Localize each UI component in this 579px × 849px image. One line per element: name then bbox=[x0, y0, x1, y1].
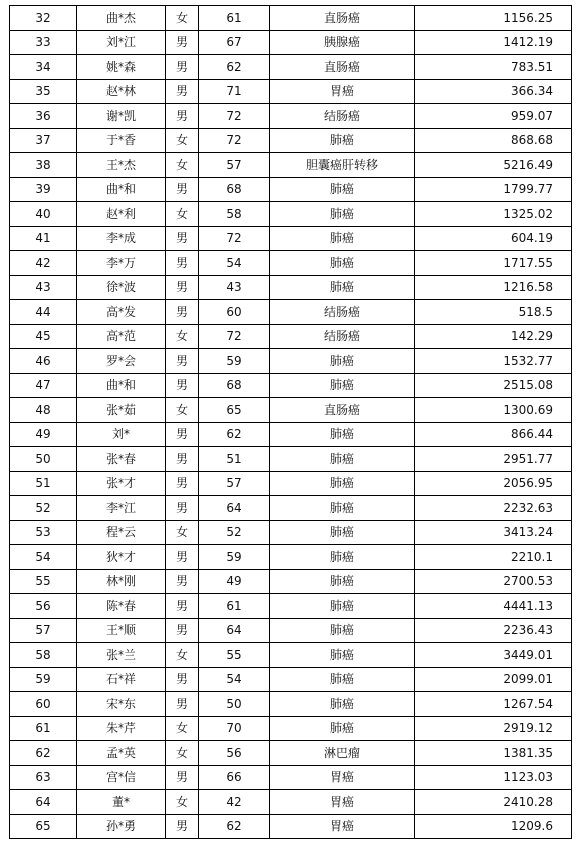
patient-name-cell: 朱*芹 bbox=[77, 716, 166, 741]
age-cell: 58 bbox=[199, 202, 270, 227]
patient-name-cell: 石*祥 bbox=[77, 667, 166, 692]
table-row bbox=[10, 790, 572, 815]
patient-name-cell: 孙*勇 bbox=[77, 814, 166, 839]
table-row bbox=[10, 692, 572, 717]
amount-value: 1532.77 bbox=[503, 353, 553, 368]
row-number-cell: 53 bbox=[10, 520, 77, 545]
patient-name-cell: 王*顺 bbox=[77, 618, 166, 643]
table-row bbox=[10, 324, 572, 349]
diagnosis-cell: 肺癌 bbox=[270, 251, 415, 276]
amount-cell bbox=[415, 569, 572, 594]
amount-value: 1300.69 bbox=[503, 402, 553, 417]
amount-value: 1209.6 bbox=[511, 819, 553, 834]
age-cell: 56 bbox=[199, 741, 270, 766]
row-number-cell: 47 bbox=[10, 373, 77, 398]
amount-value: 5216.49 bbox=[503, 157, 553, 172]
amount-value: 1123.03 bbox=[503, 770, 553, 785]
amount-value: 1717.55 bbox=[503, 255, 553, 270]
age-cell: 43 bbox=[199, 275, 270, 300]
table-row bbox=[10, 667, 572, 692]
age-cell: 57 bbox=[199, 471, 270, 496]
table-row bbox=[10, 398, 572, 423]
amount-value: 959.07 bbox=[511, 108, 553, 123]
diagnosis-cell: 胃癌 bbox=[270, 765, 415, 790]
diagnosis-cell: 胆囊癌肝转移 bbox=[270, 153, 415, 178]
patient-name-cell: 姚*森 bbox=[77, 55, 166, 80]
sex-cell: 男 bbox=[166, 765, 199, 790]
amount-cell bbox=[415, 692, 572, 717]
amount-cell bbox=[415, 594, 572, 619]
patient-name-cell: 高*发 bbox=[77, 300, 166, 325]
age-cell: 72 bbox=[199, 128, 270, 153]
table-row bbox=[10, 153, 572, 178]
amount-cell bbox=[415, 30, 572, 55]
row-number-cell: 37 bbox=[10, 128, 77, 153]
row-number-cell: 50 bbox=[10, 447, 77, 472]
amount-value: 1325.02 bbox=[503, 206, 553, 221]
diagnosis-cell: 肺癌 bbox=[270, 545, 415, 570]
age-cell: 62 bbox=[199, 814, 270, 839]
table-row bbox=[10, 643, 572, 668]
diagnosis-cell: 肺癌 bbox=[270, 643, 415, 668]
row-number-cell: 61 bbox=[10, 716, 77, 741]
amount-value: 2951.77 bbox=[503, 451, 553, 466]
sex-cell: 女 bbox=[166, 643, 199, 668]
diagnosis-cell: 肺癌 bbox=[270, 447, 415, 472]
table-row bbox=[10, 765, 572, 790]
sex-cell: 男 bbox=[166, 569, 199, 594]
age-cell: 52 bbox=[199, 520, 270, 545]
patient-name-cell: 张*茹 bbox=[77, 398, 166, 423]
table-row bbox=[10, 471, 572, 496]
amount-value: 366.34 bbox=[511, 84, 553, 99]
amount-cell bbox=[415, 545, 572, 570]
patient-name-cell: 狄*才 bbox=[77, 545, 166, 570]
amount-value: 866.44 bbox=[511, 427, 553, 442]
sex-cell: 男 bbox=[166, 594, 199, 619]
age-cell: 66 bbox=[199, 765, 270, 790]
sex-cell: 男 bbox=[166, 667, 199, 692]
amount-value: 518.5 bbox=[518, 304, 553, 319]
sex-cell: 男 bbox=[166, 373, 199, 398]
amount-value: 2919.12 bbox=[503, 721, 553, 736]
amount-cell bbox=[415, 520, 572, 545]
amount-value: 2410.28 bbox=[503, 794, 553, 809]
age-cell: 68 bbox=[199, 177, 270, 202]
age-cell: 71 bbox=[199, 79, 270, 104]
row-number-cell: 63 bbox=[10, 765, 77, 790]
patient-name-cell: 刘*江 bbox=[77, 30, 166, 55]
diagnosis-cell: 肺癌 bbox=[270, 128, 415, 153]
amount-value: 2515.08 bbox=[503, 378, 553, 393]
amount-value: 4441.13 bbox=[503, 598, 553, 613]
patient-name-cell: 张*才 bbox=[77, 471, 166, 496]
amount-value: 2700.53 bbox=[503, 574, 553, 589]
patient-name-cell: 刘* bbox=[77, 422, 166, 447]
age-cell: 50 bbox=[199, 692, 270, 717]
age-cell: 70 bbox=[199, 716, 270, 741]
amount-cell bbox=[415, 226, 572, 251]
table-row bbox=[10, 716, 572, 741]
table-row bbox=[10, 545, 572, 570]
row-number-cell: 45 bbox=[10, 324, 77, 349]
sex-cell: 男 bbox=[166, 447, 199, 472]
amount-cell bbox=[415, 741, 572, 766]
sex-cell: 女 bbox=[166, 398, 199, 423]
sex-cell: 男 bbox=[166, 104, 199, 129]
table-row bbox=[10, 814, 572, 839]
sex-cell: 女 bbox=[166, 128, 199, 153]
sex-cell: 女 bbox=[166, 520, 199, 545]
diagnosis-cell: 肺癌 bbox=[270, 496, 415, 521]
row-number-cell: 54 bbox=[10, 545, 77, 570]
age-cell: 61 bbox=[199, 6, 270, 31]
age-cell: 72 bbox=[199, 324, 270, 349]
diagnosis-cell: 胰腺癌 bbox=[270, 30, 415, 55]
row-number-cell: 62 bbox=[10, 741, 77, 766]
table-row bbox=[10, 447, 572, 472]
age-cell: 59 bbox=[199, 545, 270, 570]
row-number-cell: 35 bbox=[10, 79, 77, 104]
patient-name-cell: 张*兰 bbox=[77, 643, 166, 668]
sex-cell: 男 bbox=[166, 692, 199, 717]
diagnosis-cell: 肺癌 bbox=[270, 692, 415, 717]
diagnosis-cell: 结肠癌 bbox=[270, 104, 415, 129]
age-cell: 68 bbox=[199, 373, 270, 398]
amount-cell bbox=[415, 765, 572, 790]
age-cell: 64 bbox=[199, 496, 270, 521]
amount-cell bbox=[415, 643, 572, 668]
patient-name-cell: 赵*利 bbox=[77, 202, 166, 227]
patient-name-cell: 孟*英 bbox=[77, 741, 166, 766]
sex-cell: 男 bbox=[166, 226, 199, 251]
row-number-cell: 43 bbox=[10, 275, 77, 300]
row-number-cell: 57 bbox=[10, 618, 77, 643]
patient-name-cell: 李*江 bbox=[77, 496, 166, 521]
diagnosis-cell: 肺癌 bbox=[270, 471, 415, 496]
amount-cell bbox=[415, 618, 572, 643]
table-row bbox=[10, 496, 572, 521]
amount-cell bbox=[415, 300, 572, 325]
diagnosis-cell: 肺癌 bbox=[270, 275, 415, 300]
sex-cell: 男 bbox=[166, 349, 199, 374]
table-row bbox=[10, 202, 572, 227]
sex-cell: 女 bbox=[166, 153, 199, 178]
amount-cell bbox=[415, 128, 572, 153]
amount-value: 868.68 bbox=[511, 133, 553, 148]
patient-name-cell: 罗*会 bbox=[77, 349, 166, 374]
patient-name-cell: 董* bbox=[77, 790, 166, 815]
table-row bbox=[10, 128, 572, 153]
row-number-cell: 36 bbox=[10, 104, 77, 129]
age-cell: 54 bbox=[199, 667, 270, 692]
age-cell: 60 bbox=[199, 300, 270, 325]
amount-value: 142.29 bbox=[511, 329, 553, 344]
amount-value: 604.19 bbox=[511, 231, 553, 246]
diagnosis-cell: 淋巴瘤 bbox=[270, 741, 415, 766]
patient-name-cell: 谢*凯 bbox=[77, 104, 166, 129]
diagnosis-cell: 直肠癌 bbox=[270, 6, 415, 31]
sex-cell: 男 bbox=[166, 618, 199, 643]
row-number-cell: 40 bbox=[10, 202, 77, 227]
patient-name-cell: 宫*信 bbox=[77, 765, 166, 790]
amount-cell bbox=[415, 202, 572, 227]
amount-value: 1216.58 bbox=[503, 280, 553, 295]
amount-cell bbox=[415, 790, 572, 815]
table-row bbox=[10, 594, 572, 619]
amount-value: 3449.01 bbox=[503, 647, 553, 662]
table-row bbox=[10, 6, 572, 31]
amount-cell bbox=[415, 398, 572, 423]
table-row bbox=[10, 520, 572, 545]
age-cell: 72 bbox=[199, 226, 270, 251]
amount-value: 2099.01 bbox=[503, 672, 553, 687]
diagnosis-cell: 胃癌 bbox=[270, 814, 415, 839]
sex-cell: 女 bbox=[166, 324, 199, 349]
amount-cell bbox=[415, 153, 572, 178]
amount-cell bbox=[415, 349, 572, 374]
sex-cell: 女 bbox=[166, 790, 199, 815]
diagnosis-cell: 胃癌 bbox=[270, 790, 415, 815]
patient-name-cell: 于*香 bbox=[77, 128, 166, 153]
sex-cell: 男 bbox=[166, 177, 199, 202]
sex-cell: 男 bbox=[166, 422, 199, 447]
sex-cell: 男 bbox=[166, 79, 199, 104]
amount-cell bbox=[415, 324, 572, 349]
diagnosis-cell: 肺癌 bbox=[270, 373, 415, 398]
sex-cell: 男 bbox=[166, 300, 199, 325]
diagnosis-cell: 结肠癌 bbox=[270, 300, 415, 325]
amount-value: 2210.1 bbox=[511, 549, 553, 564]
patient-name-cell: 王*杰 bbox=[77, 153, 166, 178]
table-row bbox=[10, 373, 572, 398]
row-number-cell: 51 bbox=[10, 471, 77, 496]
age-cell: 72 bbox=[199, 104, 270, 129]
amount-value: 2232.63 bbox=[503, 500, 553, 515]
amount-cell bbox=[415, 667, 572, 692]
patient-name-cell: 林*刚 bbox=[77, 569, 166, 594]
row-number-cell: 56 bbox=[10, 594, 77, 619]
sex-cell: 男 bbox=[166, 251, 199, 276]
amount-cell bbox=[415, 496, 572, 521]
age-cell: 65 bbox=[199, 398, 270, 423]
diagnosis-cell: 肺癌 bbox=[270, 667, 415, 692]
sex-cell: 男 bbox=[166, 545, 199, 570]
row-number-cell: 55 bbox=[10, 569, 77, 594]
table-row bbox=[10, 251, 572, 276]
amount-cell bbox=[415, 177, 572, 202]
row-number-cell: 60 bbox=[10, 692, 77, 717]
amount-cell bbox=[415, 471, 572, 496]
table-row bbox=[10, 569, 572, 594]
amount-cell bbox=[415, 447, 572, 472]
diagnosis-cell: 肺癌 bbox=[270, 520, 415, 545]
table-row bbox=[10, 618, 572, 643]
diagnosis-cell: 肺癌 bbox=[270, 594, 415, 619]
patient-name-cell: 陈*春 bbox=[77, 594, 166, 619]
table-row bbox=[10, 55, 572, 80]
patient-records-table bbox=[9, 5, 572, 839]
sex-cell: 女 bbox=[166, 6, 199, 31]
row-number-cell: 33 bbox=[10, 30, 77, 55]
table-row bbox=[10, 226, 572, 251]
diagnosis-cell: 肺癌 bbox=[270, 177, 415, 202]
patient-name-cell: 曲*和 bbox=[77, 177, 166, 202]
age-cell: 42 bbox=[199, 790, 270, 815]
age-cell: 59 bbox=[199, 349, 270, 374]
patient-name-cell: 高*范 bbox=[77, 324, 166, 349]
age-cell: 62 bbox=[199, 422, 270, 447]
diagnosis-cell: 肺癌 bbox=[270, 618, 415, 643]
amount-cell bbox=[415, 275, 572, 300]
diagnosis-cell: 肺癌 bbox=[270, 226, 415, 251]
amount-cell bbox=[415, 422, 572, 447]
amount-cell bbox=[415, 814, 572, 839]
amount-cell bbox=[415, 716, 572, 741]
patient-name-cell: 张*春 bbox=[77, 447, 166, 472]
table-row bbox=[10, 104, 572, 129]
row-number-cell: 42 bbox=[10, 251, 77, 276]
table-row bbox=[10, 349, 572, 374]
amount-value: 1799.77 bbox=[503, 182, 553, 197]
patient-name-cell: 赵*林 bbox=[77, 79, 166, 104]
row-number-cell: 65 bbox=[10, 814, 77, 839]
row-number-cell: 58 bbox=[10, 643, 77, 668]
row-number-cell: 48 bbox=[10, 398, 77, 423]
diagnosis-cell: 肺癌 bbox=[270, 716, 415, 741]
row-number-cell: 59 bbox=[10, 667, 77, 692]
table-row bbox=[10, 79, 572, 104]
table-row bbox=[10, 741, 572, 766]
amount-value: 783.51 bbox=[511, 59, 553, 74]
patient-name-cell: 曲*和 bbox=[77, 373, 166, 398]
table-row bbox=[10, 275, 572, 300]
row-number-cell: 64 bbox=[10, 790, 77, 815]
diagnosis-cell: 胃癌 bbox=[270, 79, 415, 104]
patient-name-cell: 宋*东 bbox=[77, 692, 166, 717]
sex-cell: 男 bbox=[166, 814, 199, 839]
row-number-cell: 39 bbox=[10, 177, 77, 202]
amount-value: 3413.24 bbox=[503, 525, 553, 540]
age-cell: 64 bbox=[199, 618, 270, 643]
patient-name-cell: 徐*波 bbox=[77, 275, 166, 300]
table-row bbox=[10, 300, 572, 325]
amount-value: 2056.95 bbox=[503, 476, 553, 491]
diagnosis-cell: 肺癌 bbox=[270, 422, 415, 447]
amount-cell bbox=[415, 55, 572, 80]
amount-value: 1412.19 bbox=[503, 35, 553, 50]
diagnosis-cell: 肺癌 bbox=[270, 202, 415, 227]
amount-cell bbox=[415, 6, 572, 31]
table-row bbox=[10, 422, 572, 447]
amount-value: 1156.25 bbox=[503, 10, 553, 25]
sex-cell: 女 bbox=[166, 741, 199, 766]
amount-value: 1381.35 bbox=[503, 745, 553, 760]
diagnosis-cell: 肺癌 bbox=[270, 569, 415, 594]
records-table-body bbox=[10, 6, 572, 839]
amount-value: 1267.54 bbox=[503, 696, 553, 711]
amount-cell bbox=[415, 251, 572, 276]
patient-name-cell: 曲*杰 bbox=[77, 6, 166, 31]
age-cell: 57 bbox=[199, 153, 270, 178]
sex-cell: 男 bbox=[166, 55, 199, 80]
diagnosis-cell: 结肠癌 bbox=[270, 324, 415, 349]
diagnosis-cell: 肺癌 bbox=[270, 349, 415, 374]
table-row bbox=[10, 177, 572, 202]
sex-cell: 男 bbox=[166, 275, 199, 300]
sex-cell: 男 bbox=[166, 471, 199, 496]
row-number-cell: 52 bbox=[10, 496, 77, 521]
amount-cell bbox=[415, 373, 572, 398]
row-number-cell: 34 bbox=[10, 55, 77, 80]
age-cell: 51 bbox=[199, 447, 270, 472]
patient-name-cell: 程*云 bbox=[77, 520, 166, 545]
row-number-cell: 44 bbox=[10, 300, 77, 325]
sex-cell: 女 bbox=[166, 716, 199, 741]
diagnosis-cell: 直肠癌 bbox=[270, 55, 415, 80]
age-cell: 67 bbox=[199, 30, 270, 55]
sex-cell: 女 bbox=[166, 202, 199, 227]
age-cell: 49 bbox=[199, 569, 270, 594]
age-cell: 54 bbox=[199, 251, 270, 276]
age-cell: 62 bbox=[199, 55, 270, 80]
row-number-cell: 38 bbox=[10, 153, 77, 178]
table-row bbox=[10, 30, 572, 55]
amount-value: 2236.43 bbox=[503, 623, 553, 638]
row-number-cell: 41 bbox=[10, 226, 77, 251]
diagnosis-cell: 直肠癌 bbox=[270, 398, 415, 423]
amount-cell bbox=[415, 104, 572, 129]
patient-name-cell: 李*成 bbox=[77, 226, 166, 251]
patient-name-cell: 李*万 bbox=[77, 251, 166, 276]
age-cell: 55 bbox=[199, 643, 270, 668]
sex-cell: 男 bbox=[166, 30, 199, 55]
row-number-cell: 46 bbox=[10, 349, 77, 374]
row-number-cell: 49 bbox=[10, 422, 77, 447]
age-cell: 61 bbox=[199, 594, 270, 619]
sex-cell: 男 bbox=[166, 496, 199, 521]
amount-cell bbox=[415, 79, 572, 104]
row-number-cell: 32 bbox=[10, 6, 77, 31]
